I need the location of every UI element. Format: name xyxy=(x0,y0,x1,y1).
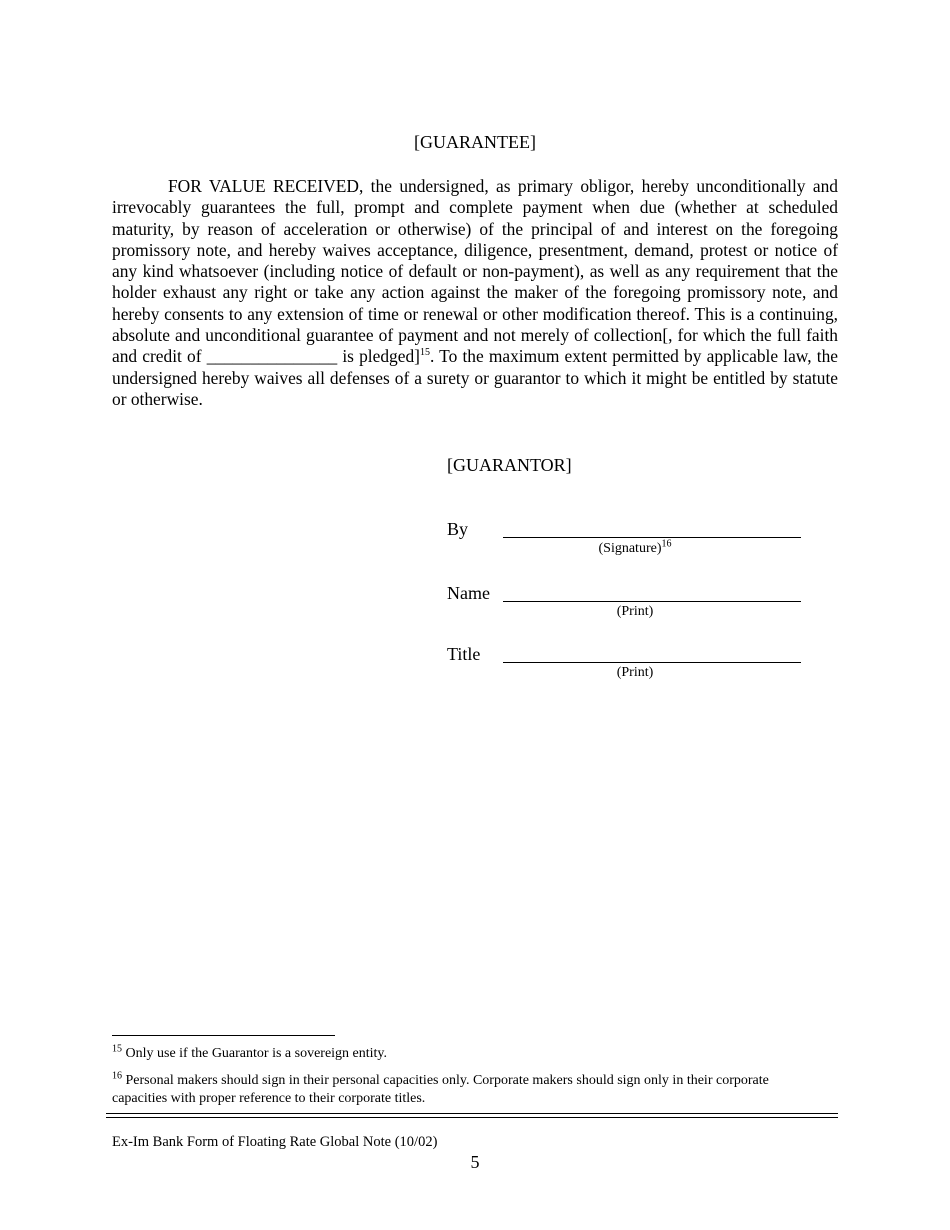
signature-caption-text: (Signature) xyxy=(598,541,662,556)
guarantee-heading: [GUARANTEE] xyxy=(414,132,536,152)
footnote-text: Personal makers should sign in their personal capacities only. Corporate makers should sign only in their corporate capacities with proper reference to their corporate titles. xyxy=(112,1073,769,1106)
name-line xyxy=(503,583,801,602)
title-label: Title xyxy=(447,644,481,664)
title-caption: (Print) xyxy=(616,665,654,680)
paragraph-text-after-ref: . To the maximum extent permitted by applicable law, the undersigned hereby waives all defenses of a surety or guarantor to which it might be entitled by statute or otherwise. xyxy=(112,346,838,409)
name-caption: (Print) xyxy=(616,604,654,619)
footer-form-name: Ex-Im Bank Form of Floating Rate Global Note (10/02) xyxy=(112,1134,438,1150)
footnote-ref-15: 15 xyxy=(419,347,430,359)
footnote-number: 16 xyxy=(112,1070,122,1082)
title-line xyxy=(503,644,801,663)
paragraph-text-before-blank: FOR VALUE RECEIVED, the undersigned, as primary obligor, hereby unconditionally and irrevocably guarantees the full, prompt and complete payment when due (whether at scheduled maturity, by reason of acceleration or otherwise) of the principal of and interest on the foregoing promissory note, and hereby waives acceptance, diligence, presentment, demand, protest or notice of any kind whatsoever (including notice of default or non-payment), as well as any requirement that the holder exhaust any right or take any action against the maker of the foregoing promissory note, and hereby consents to any extension of time or renewal or other modification thereof. This is a continuing, absolute and unconditional guarantee of payment and not merely of collection[, for which the full faith and credit of xyxy=(112,176,838,367)
footnote-16 xyxy=(112,1072,812,1107)
footnote-text: Only use if the Guarantor is a sovereign entity. xyxy=(122,1046,388,1061)
page-number: 5 xyxy=(470,1152,480,1172)
footnote-number: 15 xyxy=(112,1043,122,1055)
footer-double-rule xyxy=(106,1113,838,1118)
paragraph-text-after-blank: is pledged] xyxy=(337,346,420,367)
by-label: By xyxy=(447,519,469,539)
signature-caption xyxy=(503,538,767,557)
footnote-ref-16: 16 xyxy=(661,538,672,550)
pledge-blank-line: _______________ xyxy=(206,346,338,367)
footnote-separator xyxy=(112,1035,335,1036)
name-label: Name xyxy=(447,583,490,603)
signature-line xyxy=(503,519,801,538)
guarantor-label: [GUARANTOR] xyxy=(447,455,572,475)
guarantee-paragraph xyxy=(112,176,838,410)
footnote-15 xyxy=(112,1045,812,1063)
